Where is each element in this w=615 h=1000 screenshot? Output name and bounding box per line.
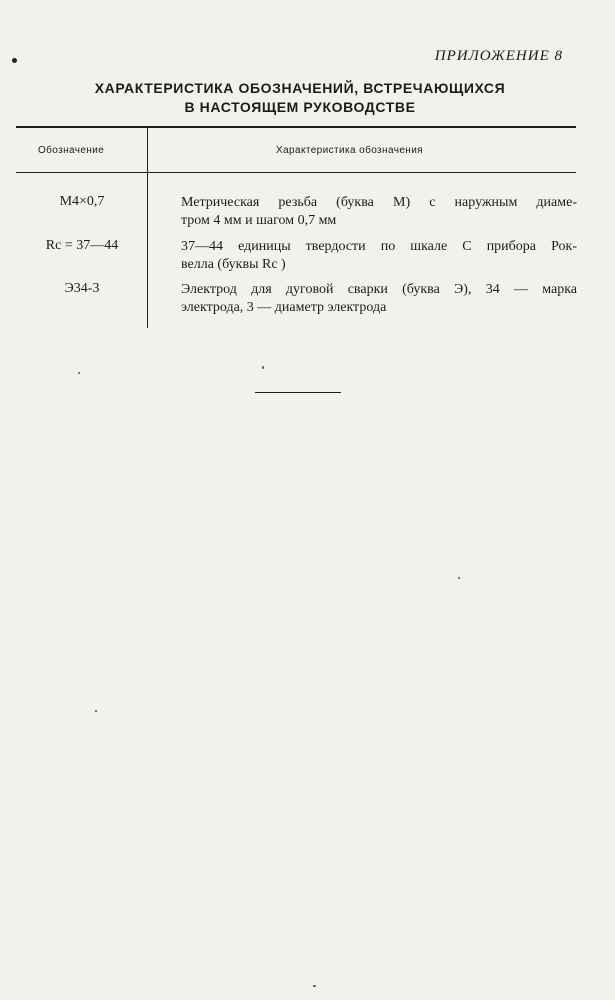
row-2-desc-line-1: 37—44 единицы твердости по шкале С прибора Рок-: [181, 239, 577, 254]
table-row-1-description: [181, 194, 577, 230]
row-1-desc-line-1: Метрическая резьба (буква М) с наружным диаме-: [181, 195, 577, 210]
table-row-2-description: [181, 238, 577, 274]
table-row-3-code: Э34-3: [64, 281, 100, 296]
title-line-1: ХАРАКТЕРИСТИКА ОБОЗНАЧЕНИЙ, ВСТРЕЧАЮЩИХСЯ: [94, 80, 506, 96]
scan-speck: [95, 710, 97, 712]
row-2-desc-line-2: велла (буквы Rc ): [181, 257, 286, 272]
table-row-1-code: М4×0,7: [59, 194, 105, 209]
end-rule: [255, 392, 341, 393]
table-row-2-code: Rc = 37—44: [45, 238, 119, 253]
scan-speck: [12, 58, 17, 63]
title-line-2: В НАСТОЯЩЕМ РУКОВОДСТВЕ: [184, 99, 416, 115]
row-1-desc-line-2: тром 4 мм и шагом 0,7 мм: [181, 213, 337, 228]
table-column-divider: [147, 128, 148, 328]
table-row-3-description: [181, 281, 577, 317]
column-header-description: Характеристика обозначения: [276, 145, 424, 156]
row-3-desc-line-2: электрода, 3 — диаметр электрода: [181, 300, 387, 315]
scan-speck: [262, 366, 264, 369]
page-title: [40, 79, 560, 117]
column-header-designation: Обозначение: [38, 145, 105, 156]
row-3-desc-line-1: Электрод для дуговой сварки (буква Э), 34 — марка: [181, 282, 577, 297]
scan-speck: [78, 372, 80, 374]
table-top-rule: [16, 126, 576, 128]
scan-speck: [313, 985, 316, 987]
scan-speck: [458, 577, 460, 579]
appendix-label: ПРИЛОЖЕНИЕ 8: [434, 48, 563, 64]
table-header-rule: [16, 172, 576, 173]
